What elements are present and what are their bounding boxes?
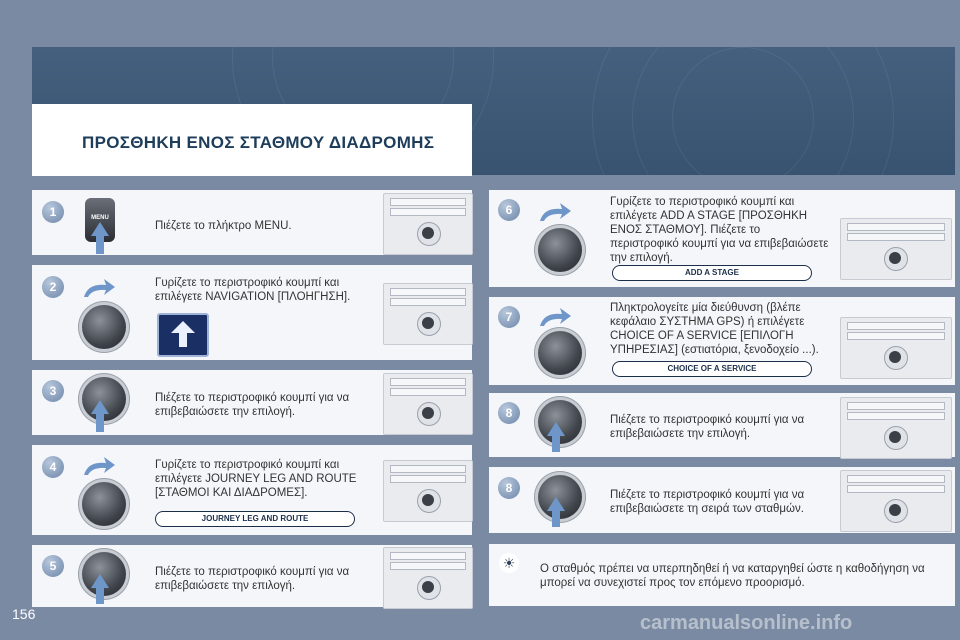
- press-arrow-stem: [552, 434, 560, 452]
- rotary-knob[interactable]: [538, 228, 582, 272]
- radio-panel-icon: [383, 547, 473, 609]
- choice-of-a-service-label: CHOICE OF A SERVICE: [612, 361, 812, 377]
- step-number: 7: [498, 306, 520, 328]
- step-text: Πιέζετε το περιστροφικό κουμπί για να επιβεβαιώσετε την επιλογή.: [155, 566, 350, 592]
- press-arrow-stem: [96, 236, 104, 254]
- note-text: Ο σταθμός πρέπει να υπερπηδηθεί ή να καταργηθεί ώστε η καθοδήγηση να μπορεί να συνεχιστεί προς τον επόμενο προορισμό.: [540, 563, 925, 589]
- menu-key[interactable]: MENU: [85, 198, 115, 242]
- step-number: 3: [42, 380, 64, 402]
- step-text: Γυρίζετε το περιστροφικό κουμπί και επιλέγετε JOURNEY LEG AND ROUTE [ΣΤΑΘΜΟΙ ΚΑΙ ΔΙΑΔΡΟΜΕΣ].: [155, 459, 357, 499]
- rotary-knob[interactable]: [82, 377, 126, 421]
- press-arrow-stem: [96, 586, 104, 604]
- step-number: 2: [42, 276, 64, 298]
- step-text: Πιέζετε το περιστροφικό κουμπί για να επιβεβαιώσετε την επιλογή.: [155, 392, 350, 418]
- radio-panel-icon: [840, 470, 952, 532]
- journey-leg-and-route-label: JOURNEY LEG AND ROUTE: [155, 511, 355, 527]
- rotate-arrow-icon: [82, 455, 116, 477]
- step-number: 6: [498, 199, 520, 221]
- radio-panel-icon: [383, 193, 473, 255]
- page-title: ΠΡΟΣΘΗΚΗ ΕΝΟΣ ΣΤΑΘΜΟΥ ΔΙΑΔΡΟΜΗΣ: [82, 133, 435, 152]
- press-arrow-stem: [96, 414, 104, 432]
- rotate-arrow-icon: [538, 201, 572, 223]
- press-arrow-icon: [547, 497, 565, 511]
- rotary-knob[interactable]: [82, 305, 126, 349]
- radio-panel-icon: [840, 218, 952, 280]
- add-a-stage-label: ADD A STAGE: [612, 265, 812, 281]
- rotary-knob[interactable]: [82, 482, 126, 526]
- step-number: 5: [42, 555, 64, 577]
- step-text: Γυρίζετε το περιστροφικό κουμπί και επιλέγετε NAVIGATION [ΠΛΟΗΓΗΣΗ].: [155, 277, 351, 303]
- press-arrow-stem: [552, 509, 560, 527]
- rotate-arrow-icon: [82, 277, 116, 299]
- step-number: 4: [42, 456, 64, 478]
- step-number: 8: [498, 402, 520, 424]
- watermark: carmanualsonline.info: [640, 612, 853, 634]
- press-arrow-icon: [91, 400, 109, 414]
- radio-panel-icon: [840, 397, 952, 459]
- radio-panel-icon: [383, 460, 473, 522]
- radio-panel-icon: [383, 373, 473, 435]
- step-text: Πιέζετε το πλήκτρο MENU.: [155, 220, 292, 232]
- rotary-knob[interactable]: [538, 331, 582, 375]
- press-arrow-icon: [91, 574, 109, 588]
- radio-panel-icon: [840, 317, 952, 379]
- step-text: Πιέζετε το περιστροφικό κουμπί για να επιβεβαιώσετε τη σειρά των σταθμών.: [610, 489, 805, 515]
- radio-panel-icon: [383, 283, 473, 345]
- step-number: 1: [42, 201, 64, 223]
- step-text: Πιέζετε το περιστροφικό κουμπί για να επιβεβαιώσετε την επιλογή.: [610, 414, 805, 440]
- press-arrow-icon: [91, 222, 109, 236]
- rotate-arrow-icon: [538, 306, 572, 328]
- press-arrow-icon: [547, 422, 565, 436]
- page-number: 156: [12, 606, 36, 622]
- lightbulb-icon: ☀: [499, 553, 519, 573]
- navigation-icon: [157, 313, 209, 357]
- step-number: 8: [498, 477, 520, 499]
- step-text: Πληκτρολογείτε μία διεύθυνση (βλέπε κεφάλαιο ΣΥΣΤΗΜΑ GPS) ή επιλέγετε CHOICE OF A SERVICE [ΕΠΙΛΟΓΗ ΥΠΗΡΕΣΙΑΣ] (εστιατόρια, ξενοδοχείο ...).: [610, 302, 819, 356]
- step-text: Γυρίζετε το περιστροφικό κουμπί και επιλέγετε ADD A STAGE [ΠΡΟΣΘΗΚΗ ΕΝΟΣ ΣΤΑΘΜΟΥ]. Πιέζετε το περιστροφικό κουμπί για να επιβεβαιώσετε την επιλογή.: [610, 196, 829, 264]
